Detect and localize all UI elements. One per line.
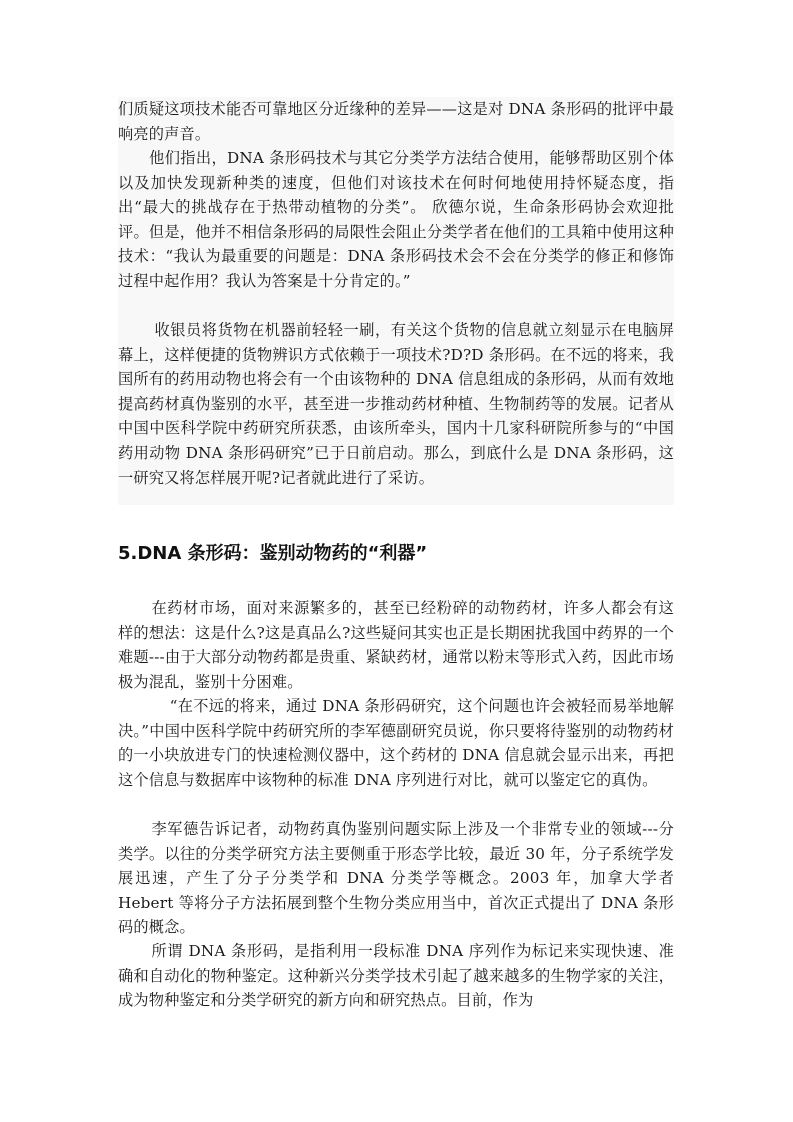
paragraph: 他们指出，DNA 条形码技术与其它分类学方法结合使用，能够帮助区别个体以及加快发现新种类的速度，但他们对该技术在何时何地使用持怀疑态度，指出“最大的挑战存在于热带动植物的分类”。 欣德尔说，生命条形码协会欢迎批评。但是，他并不相信条形码的局限性会阻止分类学者在他们的工具箱中使用这种技术：“我认为最重要的问题是：DNA 条形码技术会不会在分类学的修正和修饰过程中起作用？我认为答案是十分肯定的。” <box>118 149 674 290</box>
section-heading: 5.DNA 条形码：鉴别动物药的“利器” <box>118 543 428 564</box>
paragraph: 们质疑这项技术能否可靠地区分近缘种的差异——这是对 DNA 条形码的批评中最响亮的声音。 <box>118 100 674 143</box>
paragraph: 在药材市场，面对来源繁多的，甚至已经粉碎的动物药材，许多人都会有这样的想法：这是什么?这是真品么?这些疑问其实也正是长期困扰我国中药界的一个难题---由于大部分动物药都是贵重、紧缺药材，通常以粉末等形式入药，因此市场极为混乱，鉴别十分困难。 <box>118 599 674 691</box>
bottom-text-block <box>118 596 674 1061</box>
paragraph: 收银员将货物在机器前轻轻一刷，有关这个货物的信息就立刻显示在电脑屏幕上，这样便捷的货物辨识方式依赖于一项技术?D?D 条形码。在不远的将来，我国所有的药用动物也将会有一个由该物种的 DNA 信息组成的条形码，从而有效地提高药材真伪鉴别的水平，甚至进一步推动药材种植、生物制药等的发展。记者从中国中医科学院中药研究所获悉，由该所牵头，国内十几家科研院所参与的“中国药用动物 DNA 条形码研究”已于日前启动。那么，到底什么是 DNA 条形码，这一研究又将怎样展开呢?记者就此进行了采访。 <box>118 321 674 487</box>
paragraph: 李军德告诉记者，动物药真伪鉴别问题实际上涉及一个非常专业的领域---分类学。以往的分类学研究方法主要侧重于形态学比较，最近 30 年，分子系统学发展迅速，产生了分子分类学和 DNA 分类学等概念。2003 年，加拿大学者 Hebert 等将分子方法拓展到整个生物分类应用当中，首次正式提出了 DNA 条形码的概念。 <box>118 820 674 937</box>
paragraph: “在不远的将来，通过 DNA 条形码研究，这个问题也许会被轻而易举地解决。”中国中医科学院中药研究所的李军德副研究员说，你只要将待鉴别的动物药材的一小块放进专门的快速检测仪器中，这个药材的 DNA 信息就会显示出来，再把这个信息与数据库中该物种的标准 DNA 序列进行对比，就可以鉴定它的真伪。 <box>118 697 674 789</box>
paragraph: 所谓 DNA 条形码，是指利用一段标准 DNA 序列作为标记来实现快速、准确和自动化的物种鉴定。这种新兴分类学技术引起了越来越多的生物学家的关注，成为物种鉴定和分类学研究的新方向和研究热点。目前，作为 <box>118 942 674 1010</box>
top-text-block <box>118 97 674 505</box>
